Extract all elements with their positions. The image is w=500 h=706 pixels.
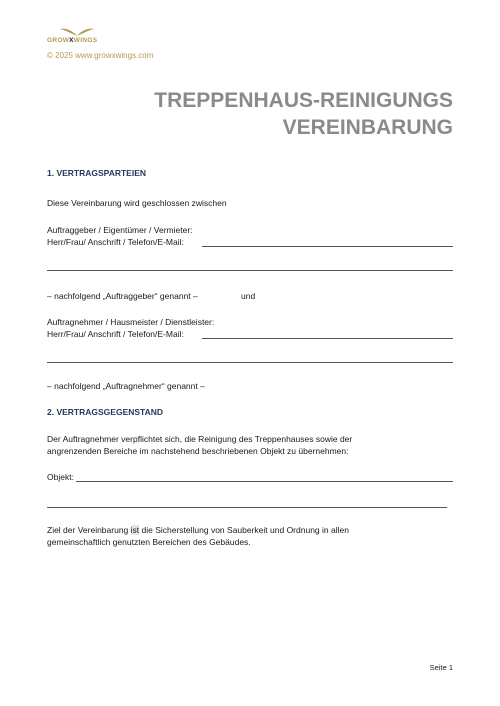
intro-text: Diese Vereinbarung wird geschlossen zwischen [47, 198, 227, 208]
copyright-text: © 2025 www.growxwings.com [47, 51, 154, 60]
contractor-extra-line[interactable] [47, 362, 453, 363]
client-reference: – nachfolgend „Auftraggeber“ genannt – [47, 291, 198, 301]
contractor-contact-line[interactable] [202, 338, 453, 339]
logo-wordmark: GROWXWINGS [47, 37, 98, 44]
contractor-contact-label: Herr/Frau/ Anschrift / Telefon/E-Mail: [47, 329, 184, 339]
highlighted-word: ist [130, 525, 140, 535]
section-heading-parties: 1. VERTRAGSPARTEIEN [47, 168, 147, 178]
brand-logo [47, 27, 117, 49]
object-line[interactable] [76, 481, 453, 482]
client-role-label: Auftraggeber / Eigentümer / Vermieter: [47, 225, 193, 235]
page-title: TREPPENHAUS-REINIGUNGS VEREINBARUNG [154, 89, 453, 139]
object-label: Objekt: [47, 472, 74, 482]
object-extra-line[interactable] [47, 507, 447, 508]
wings-icon [59, 27, 95, 37]
contractor-role-label: Auftragnehmer / Hausmeister / Dienstleister: [47, 317, 215, 327]
client-contact-label: Herr/Frau/ Anschrift / Telefon/E-Mail: [47, 237, 184, 247]
and-text: und [241, 291, 256, 301]
contractor-reference: – nachfolgend „Auftragnehmer“ genannt – [47, 381, 205, 391]
section-heading-subject: 2. VERTRAGSGEGENSTAND [47, 407, 164, 417]
subject-desc-line1: Der Auftragnehmer verpflichtet sich, die Reinigung des Treppenhauses sowie der [47, 434, 353, 444]
page-number: Seite 1 [429, 663, 453, 672]
client-extra-line[interactable] [47, 270, 453, 271]
goal-text-line2: gemeinschaftlich genutzten Bereichen des Gebäudes. [47, 537, 251, 547]
subject-desc-line2: angrenzenden Bereiche im nachstehend beschriebenen Objekt zu übernehmen: [47, 446, 349, 456]
client-contact-line[interactable] [202, 246, 453, 247]
goal-text-line1: Ziel der Vereinbarung ist die Sicherstellung von Sauberkeit und Ordnung in allen [47, 525, 349, 535]
